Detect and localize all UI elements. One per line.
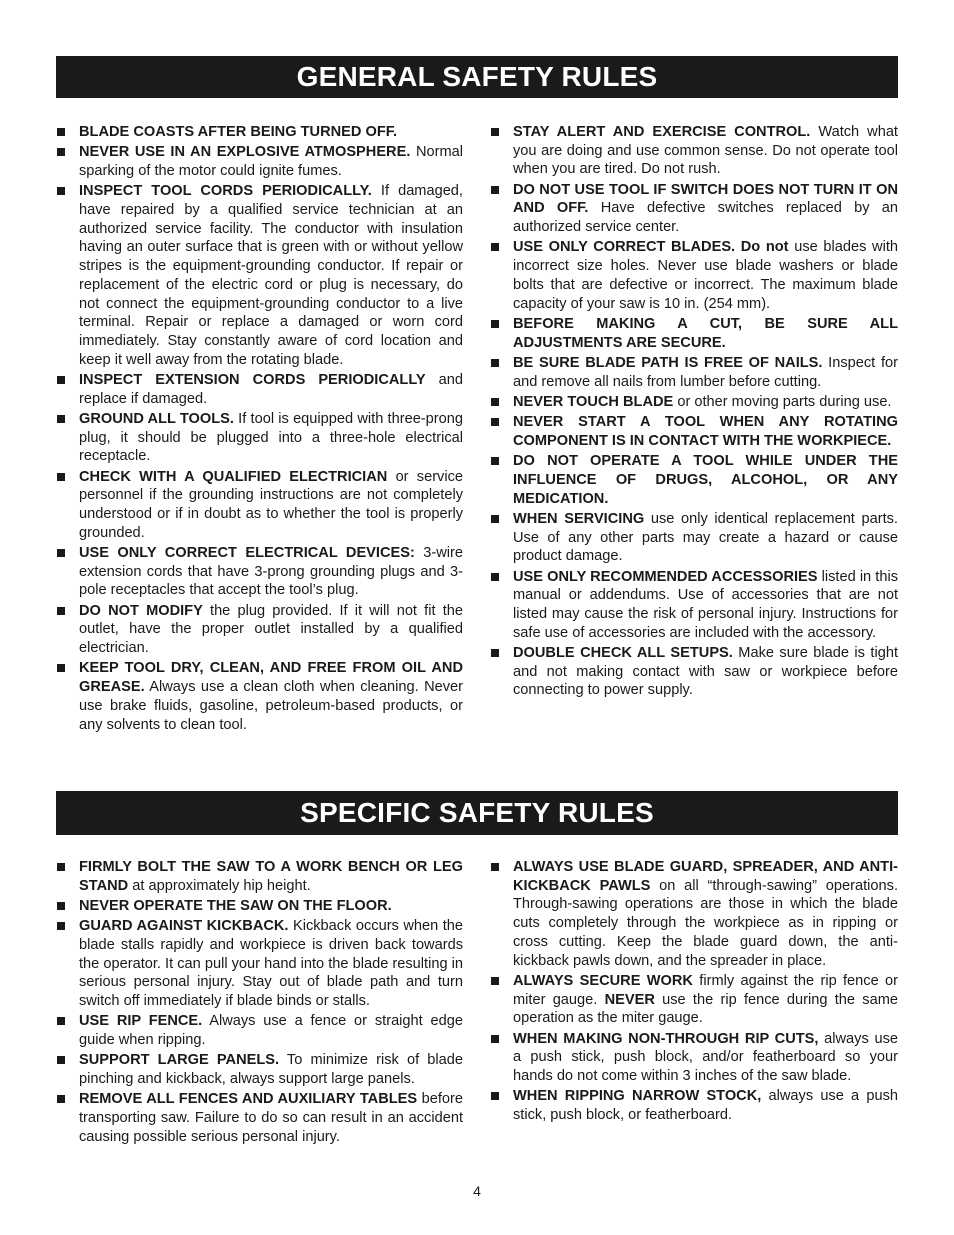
rule-item (56, 143, 463, 180)
rule-heading: WHEN SERVICING (513, 510, 645, 527)
rule-text: use blades with incorrect size holes. Never use blade washers or blade bolts that are defective or incorrect. The maximum blade capacity of your saw is 10 in. (254 mm). (513, 239, 898, 312)
rule-heading: DOUBLE CHECK ALL SETUPS. (513, 644, 733, 661)
rule-text: always use a push stick, push block, or featherboard. (513, 1088, 898, 1123)
square-bullet-icon (491, 977, 499, 985)
rule-text-continued: use the rip fence during the same operation as the miter gauge. (513, 991, 898, 1027)
rule-heading: CHECK WITH A QUALIFIED ELECTRICIAN (79, 468, 388, 485)
square-bullet-icon (491, 863, 499, 871)
square-bullet-icon (491, 457, 499, 465)
square-bullet-icon (491, 398, 499, 406)
rule-text: If damaged, have repaired by a qualified service technician at an authorized service facility. The conductor with insulation having an outer surface that is green with or without yellow stripes is the equipment-grounding conductor. If repair or replacement of the electric cord or plug is necessary, do not connect the equipment-grounding conductor to a live terminal. Repair or replace a damaged or worn cord immediately. Stay constantly aware of cord location and keep it well away from the rotating blade. (79, 183, 463, 368)
rule-item (490, 393, 898, 412)
square-bullet-icon (57, 128, 65, 136)
square-bullet-icon (491, 515, 499, 523)
general-rules-left-column (56, 123, 463, 736)
rule-item (56, 371, 463, 408)
rule-item (56, 123, 463, 142)
square-bullet-icon (57, 664, 65, 672)
general-rules-right-column (490, 123, 898, 702)
specific-safety-rules-banner: SPECIFIC SAFETY RULES (56, 791, 898, 835)
rule-item (56, 1012, 463, 1049)
square-bullet-icon (57, 549, 65, 557)
rule-text: the plug provided. If it will not fit the outlet, have the proper outlet installed by a qualified electrician. (79, 602, 463, 657)
square-bullet-icon (57, 1095, 65, 1103)
square-bullet-icon (57, 922, 65, 930)
square-bullet-icon (57, 415, 65, 423)
rule-text: Watch what you are doing and use common sense. Do not operate tool when you are tired. Do not rush. (513, 124, 898, 178)
rule-heading: BE SURE BLADE PATH IS FREE OF NAILS. (513, 354, 823, 371)
square-bullet-icon (491, 649, 499, 657)
rule-text: Always use a clean cloth when cleaning. Never use brake fluids, gasoline, petroleum-based products, or any solvents to clean tool. (79, 679, 463, 733)
rule-item (56, 544, 463, 600)
rule-text: If tool is equipped with three-prong plug, it should be plugged into a three-hole electrical receptacle. (79, 410, 463, 465)
rule-heading: ALWAYS USE BLADE GUARD, SPREADER, AND ANTI-KICKBACK PAWLS (513, 859, 898, 894)
rule-heading: NEVER START A TOOL WHEN ANY ROTATING COMPONENT IS IN CONTACT WITH THE WORKPIECE. (513, 414, 898, 449)
square-bullet-icon (491, 243, 499, 251)
square-bullet-icon (491, 186, 499, 194)
rule-text: or other moving parts during use. (673, 393, 892, 410)
rule-heading: GUARD AGAINST KICKBACK. (79, 918, 289, 935)
rule-text: at approximately hip height. (128, 877, 311, 894)
square-bullet-icon (57, 607, 65, 615)
rule-item (490, 452, 898, 508)
rule-item (56, 917, 463, 1011)
rule-item (56, 1051, 463, 1088)
rule-text: or service personnel if the grounding instructions are not completely understood or if in doubt as to whether the tool is properly grounded. (79, 468, 464, 541)
rule-heading: DO NOT OPERATE A TOOL WHILE UNDER THE INFLUENCE OF DRUGS, ALCOHOL, OR ANY MEDICATION. (513, 453, 898, 507)
rule-heading: FIRMLY BOLT THE SAW TO A WORK BENCH OR LEG STAND (79, 859, 463, 894)
square-bullet-icon (57, 1017, 65, 1025)
rule-item (490, 354, 898, 391)
rule-heading: KEEP TOOL DRY, CLEAN, AND FREE FROM OIL AND GREASE. (79, 660, 463, 696)
rule-item (56, 468, 463, 543)
rule-heading: USE ONLY CORRECT ELECTRICAL DEVICES: (79, 545, 415, 562)
rule-text: Normal sparking of the motor could ignite fumes. (79, 144, 463, 179)
rule-heading: USE RIP FENCE. (79, 1013, 203, 1030)
square-bullet-icon (491, 1035, 499, 1043)
specific-rules-left-column (56, 858, 463, 1148)
rule-item (56, 858, 463, 895)
rule-text: always use a push stick, push block, and/or featherboard so your hands do not come within 3 inches of the saw blade. (513, 1030, 898, 1084)
rule-item (490, 123, 898, 179)
rule-item (490, 238, 898, 313)
rule-text: Kickback occurs when the blade stalls rapidly and workpiece is driven back towards the operator. It can pull your hand into the blade resulting in serious personal injury. Stay out of blade path and turn switch off immediately if blade binds or stalls. (79, 918, 463, 1010)
rule-heading: NEVER USE IN AN EXPLOSIVE ATMOSPHERE. (79, 144, 411, 161)
rule-item (490, 181, 898, 237)
rule-heading: BLADE COASTS AFTER BEING TURNED OFF. (79, 124, 398, 140)
rule-item (490, 510, 898, 566)
square-bullet-icon (57, 1056, 65, 1064)
rule-item (490, 858, 898, 970)
page-number: 4 (473, 1183, 481, 1199)
square-bullet-icon (57, 376, 65, 384)
rule-heading: NEVER OPERATE THE SAW ON THE FLOOR. (79, 898, 392, 914)
general-safety-rules-banner: GENERAL SAFETY RULES (56, 56, 898, 98)
rule-item (56, 410, 463, 466)
rule-text: 3-wire extension cords that have 3-prong grounding plugs and 3-pole receptacles that accept the tool’s plug. (79, 545, 463, 599)
rule-heading: INSPECT EXTENSION CORDS PERIODICALLY (79, 371, 426, 388)
square-bullet-icon (57, 148, 65, 156)
rule-text: on all “through-sawing” operations. Through-sawing operations are those in which the blade cuts completely through the workpiece as in ripping or cross cutting. Keep the blade guard down, the anti-kickback pawls down, and the spreader in place. (513, 877, 898, 969)
square-bullet-icon (491, 418, 499, 426)
rule-item (56, 602, 463, 658)
square-bullet-icon (57, 187, 65, 195)
square-bullet-icon (491, 573, 499, 581)
rule-item (490, 413, 898, 450)
rule-heading: WHEN MAKING NON-THROUGH RIP CUTS, (513, 1030, 819, 1047)
rule-item (56, 659, 463, 734)
square-bullet-icon (57, 863, 65, 871)
rule-item (56, 1090, 463, 1146)
square-bullet-icon (57, 473, 65, 481)
rule-item (490, 1030, 898, 1086)
rule-heading: REMOVE ALL FENCES AND AUXILIARY TABLES (79, 1091, 418, 1108)
square-bullet-icon (491, 128, 499, 136)
rule-item (56, 897, 463, 916)
rule-text: Make sure blade is tight and not making contact with saw or workpiece before connecting to power supply. (513, 644, 898, 699)
rule-heading: WHEN RIPPING NARROW STOCK, (513, 1088, 762, 1105)
rule-item (490, 1087, 898, 1124)
square-bullet-icon (491, 1092, 499, 1100)
square-bullet-icon (57, 902, 65, 910)
rule-item (490, 568, 898, 643)
rule-heading: DO NOT MODIFY (79, 602, 203, 619)
rule-item (490, 644, 898, 700)
rule-text: Always use a fence or straight edge guide when ripping. (79, 1013, 463, 1049)
rule-text: Inspect for and remove all nails from lumber before cutting. (513, 354, 898, 390)
rule-heading: INSPECT TOOL CORDS PERIODICALLY. (79, 183, 372, 200)
rule-heading-inline: NEVER (604, 991, 655, 1008)
rule-item (490, 972, 898, 1028)
rule-heading: USE ONLY RECOMMENDED ACCESSORIES (513, 568, 818, 585)
rule-item (56, 182, 463, 369)
square-bullet-icon (491, 359, 499, 367)
rule-item (490, 315, 898, 352)
rule-text: and replace if damaged. (79, 371, 464, 407)
square-bullet-icon (491, 320, 499, 328)
rule-text: Have defective switches replaced by an authorized service center. (513, 200, 898, 236)
specific-rules-right-column (490, 858, 898, 1126)
rule-heading: STAY ALERT AND EXERCISE CONTROL. (513, 124, 811, 140)
rule-heading: NEVER TOUCH BLADE (513, 393, 674, 410)
rule-heading: GROUND ALL TOOLS. (79, 410, 234, 427)
rule-text: firmly against the rip fence or miter gauge. (513, 972, 899, 1008)
rule-text: before transporting saw. Failure to do so can result in an accident causing possible serious personal injury. (79, 1091, 463, 1145)
rule-text: listed in this manual or addendums. Use of accessories that are not listed may cause the risk of personal injury. Instructions for safe use of accessories are included with the accessory. (513, 568, 898, 641)
rule-heading: USE ONLY CORRECT BLADES. Do not (513, 239, 789, 256)
rule-heading: DO NOT USE TOOL IF SWITCH DOES NOT TURN IT ON AND OFF. (513, 181, 898, 217)
rule-heading: SUPPORT LARGE PANELS. (79, 1052, 280, 1069)
rule-text: use only identical replacement parts. Use of any other parts may create a hazard or cause product damage. (513, 510, 898, 565)
rule-heading: BEFORE MAKING A CUT, BE SURE ALL ADJUSTMENTS ARE SECURE. (513, 315, 898, 351)
rule-heading: ALWAYS SECURE WORK (513, 972, 693, 989)
rule-text: To minimize risk of blade pinching and kickback, always support large panels. (79, 1052, 463, 1088)
